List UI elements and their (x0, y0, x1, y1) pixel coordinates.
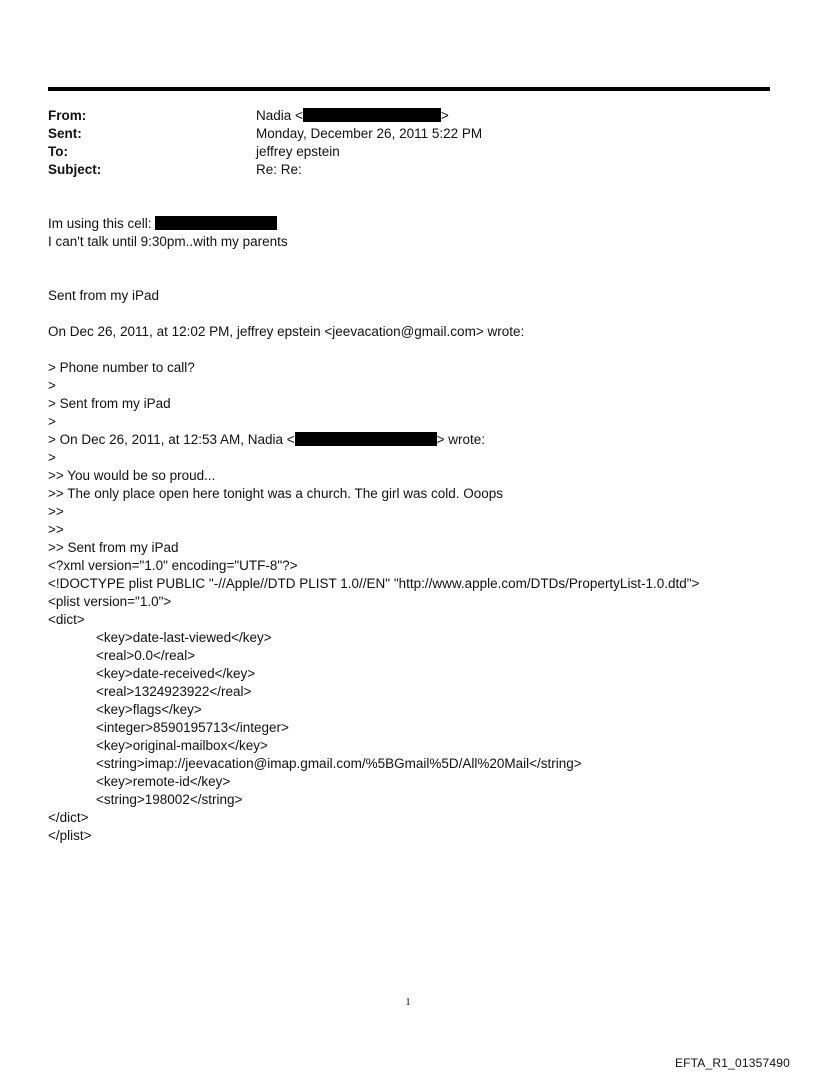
dict-item: <key>original-mailbox</key> (96, 738, 268, 753)
quote-attribution: On Dec 26, 2011, at 12:02 PM, jeffrey epstein <jeevacation@gmail.com> wrote: (48, 324, 525, 339)
dict-close: </dict> (48, 810, 89, 825)
from-row (48, 107, 770, 125)
dict-item: <key>remote-id</key> (96, 774, 231, 789)
quoted-line: > (48, 378, 56, 393)
double-quoted-line: >> (48, 504, 64, 519)
cell-line (48, 215, 788, 233)
from-name: Nadia < (256, 108, 303, 123)
dict-item: <key>date-received</key> (96, 666, 256, 681)
plist-open: <plist version="1.0"> (48, 594, 172, 609)
to-label: To: (48, 144, 68, 159)
talk-line: I can't talk until 9:30pm..with my parents (48, 234, 288, 249)
redaction-box (303, 108, 441, 122)
xml-declaration: <?xml version="1.0" encoding="UTF-8"?> (48, 558, 298, 573)
from-value (256, 107, 770, 125)
email-body (48, 215, 788, 845)
double-quoted-line: >> The only place open here tonight was a church. The girl was cold. Ooops (48, 486, 504, 501)
quoted-on-prefix: > On Dec 26, 2011, at 12:53 AM, Nadia < (48, 432, 295, 447)
subject-label: Subject: (48, 162, 102, 177)
double-quoted-line: >> Sent from my iPad (48, 540, 179, 555)
sent-row (48, 125, 770, 143)
sent-label: Sent: (48, 126, 82, 141)
dict-item: <key>flags</key> (96, 702, 202, 717)
subject-row (48, 161, 770, 179)
quoted-attribution-line (48, 431, 788, 449)
quoted-line: > Phone number to call? (48, 360, 195, 375)
bates-number: EFTA_R1_01357490 (674, 1056, 790, 1070)
from-close: > (440, 108, 449, 123)
from-label: From: (48, 108, 87, 123)
to-value: jeffrey epstein (256, 144, 340, 159)
cell-prefix: Im using this cell: (48, 216, 156, 231)
quoted-on-suffix: > wrote: (436, 432, 486, 447)
plist-close: </plist> (48, 828, 92, 843)
quoted-line: > (48, 450, 56, 465)
dict-item: <integer>8590195713</integer> (96, 720, 289, 735)
sent-value: Monday, December 26, 2011 5:22 PM (256, 126, 483, 141)
redaction-box (155, 216, 277, 230)
dict-open: <dict> (48, 612, 85, 627)
signature-line: Sent from my iPad (48, 288, 160, 303)
to-row (48, 143, 770, 161)
dict-item: <key>date-last-viewed</key> (96, 630, 272, 645)
email-header (48, 107, 770, 179)
dict-item: <string>198002</string> (96, 792, 243, 807)
dict-item: <string>imap://jeevacation@imap.gmail.com/%5BGmail%5D/All%20Mail</string> (96, 756, 582, 771)
page-number: 1 (405, 996, 411, 1008)
double-quoted-line: >> (48, 522, 64, 537)
redaction-box (295, 432, 437, 446)
dict-item: <real>1324923922</real> (96, 684, 252, 699)
quoted-line: > Sent from my iPad (48, 396, 171, 411)
double-quoted-line: >> You would be so proud... (48, 468, 216, 483)
header-rule (48, 87, 770, 91)
xml-doctype: <!DOCTYPE plist PUBLIC "-//Apple//DTD PLIST 1.0//EN" "http://www.apple.com/DTDs/PropertyList-1.0.dtd"> (48, 576, 700, 591)
subject-value: Re: Re: (256, 162, 302, 177)
dict-item: <real>0.0</real> (96, 648, 196, 663)
quoted-line: > (48, 414, 56, 429)
